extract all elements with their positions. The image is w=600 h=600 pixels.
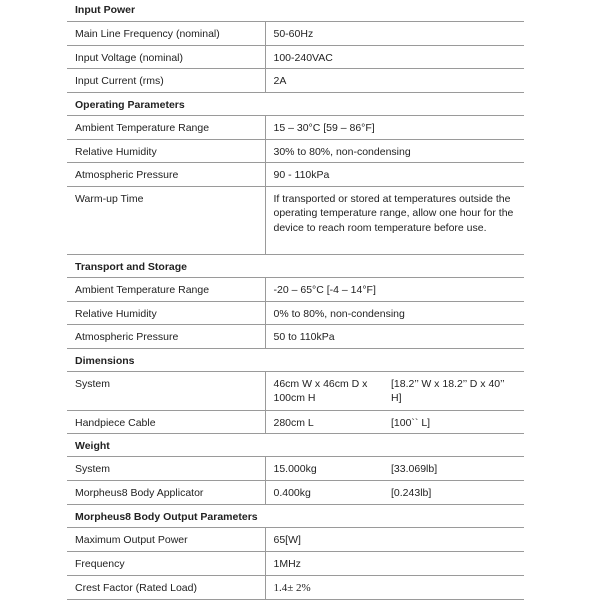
table-row xyxy=(67,551,524,575)
row-label: Warm-up Time xyxy=(67,186,265,254)
row-value: 46cm W x 46cm D x 100cm H xyxy=(265,371,383,410)
row-value: 280cm L xyxy=(265,410,383,433)
row-label: Morpheus8 Body Applicator xyxy=(67,480,265,504)
row-value: If transported or stored at temperatures outside the operating temperature range, allow one hour for the device to reach room temperature before use. xyxy=(265,186,524,254)
row-label: Ambient Temperature Range xyxy=(67,277,265,301)
row-value: 2A xyxy=(265,68,524,92)
row-value: 30% to 80%, non-condensing xyxy=(265,139,524,162)
row-label: Input Voltage (nominal) xyxy=(67,45,265,68)
table-row xyxy=(67,162,524,186)
row-value: 1MHz xyxy=(265,551,524,575)
row-value: 50-60Hz xyxy=(265,21,524,45)
table-row xyxy=(67,371,524,410)
row-label: Relative Humidity xyxy=(67,139,265,162)
section-header-input-power xyxy=(67,0,524,21)
row-label: Input Current (rms) xyxy=(67,68,265,92)
row-label: Relative Humidity xyxy=(67,301,265,324)
row-label: Main Line Frequency (nominal) xyxy=(67,21,265,45)
row-value: 65[W] xyxy=(265,527,524,551)
section-header-output-parameters xyxy=(67,504,524,527)
section-header-dimensions xyxy=(67,348,524,371)
section-title: Weight xyxy=(67,433,524,456)
section-title: Morpheus8 Body Output Parameters xyxy=(67,504,524,527)
section-header-operating-parameters xyxy=(67,92,524,115)
table-row xyxy=(67,456,524,480)
row-label: Crest Factor (Rated Load) xyxy=(67,575,265,599)
section-title: Input Power xyxy=(67,0,524,21)
row-label: System xyxy=(67,371,265,410)
row-value-imperial: [0.243lb] xyxy=(383,480,524,504)
row-value: -20 – 65°C [-4 – 14°F] xyxy=(265,277,524,301)
row-value-imperial: [100`` L] xyxy=(383,410,524,433)
row-label: Atmospheric Pressure xyxy=(67,324,265,348)
row-value: 90 - 110kPa xyxy=(265,162,524,186)
row-value: 15 – 30°C [59 – 86°F] xyxy=(265,115,524,139)
table-row xyxy=(67,45,524,68)
table-row xyxy=(67,68,524,92)
table-row xyxy=(67,21,524,45)
section-title: Dimensions xyxy=(67,348,524,371)
table-row xyxy=(67,410,524,433)
row-value: 1.4± 2% xyxy=(265,575,524,599)
section-title: Operating Parameters xyxy=(67,92,524,115)
table-row xyxy=(67,186,524,254)
table-row xyxy=(67,277,524,301)
row-label: Frequency xyxy=(67,551,265,575)
table-row xyxy=(67,527,524,551)
row-label: Maximum Output Power xyxy=(67,527,265,551)
row-label: Handpiece Cable xyxy=(67,410,265,433)
table-row xyxy=(67,324,524,348)
table-row xyxy=(67,139,524,162)
section-header-transport-storage xyxy=(67,254,524,277)
row-value: 0% to 80%, non-condensing xyxy=(265,301,524,324)
table-row xyxy=(67,575,524,599)
row-label: System xyxy=(67,456,265,480)
row-value: 100-240VAC xyxy=(265,45,524,68)
section-title: Transport and Storage xyxy=(67,254,524,277)
row-value: 0.400kg xyxy=(265,480,383,504)
table-row xyxy=(67,115,524,139)
row-value-imperial: [18.2’’ W x 18.2’’ D x 40’’ H] xyxy=(383,371,524,410)
row-value: 15.000kg xyxy=(265,456,383,480)
row-value-imperial: [33.069lb] xyxy=(383,456,524,480)
row-label: Ambient Temperature Range xyxy=(67,115,265,139)
table-row xyxy=(67,301,524,324)
row-value: 50 to 110kPa xyxy=(265,324,524,348)
specifications-table xyxy=(67,0,524,600)
section-header-weight xyxy=(67,433,524,456)
table-row xyxy=(67,480,524,504)
row-label: Atmospheric Pressure xyxy=(67,162,265,186)
